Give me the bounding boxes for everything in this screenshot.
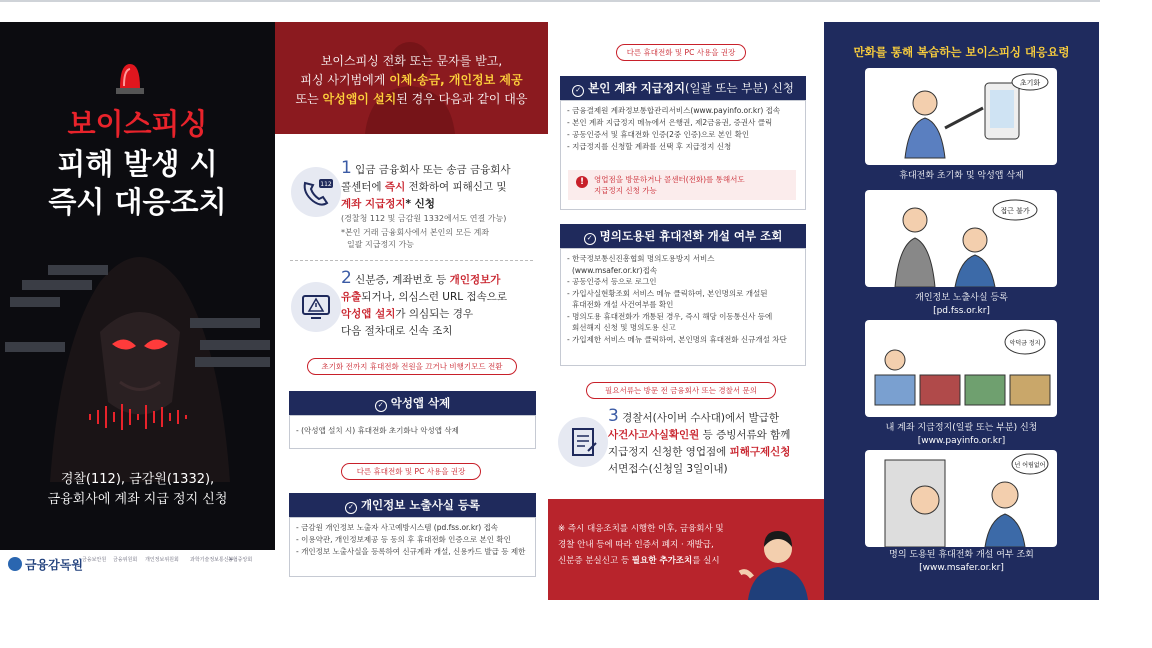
officer-illustration	[738, 521, 818, 600]
top-divider	[0, 0, 1100, 2]
malware-delete-box: - (악성앱 설치 시) 휴대전화 초기화나 악성앱 삭제	[289, 415, 536, 449]
cover-title-line3: 즉시 대응조치	[48, 185, 227, 219]
step2-line2: 유출되거나, 의심스런 URL 접속으로	[341, 291, 508, 303]
identity-theft-item: - 가입사실현황조회 서비스 메뉴 클릭하여, 본인명의로 개설된	[567, 288, 768, 298]
background-ticket	[200, 340, 270, 350]
step2-line3: 악성앱 설치가 의심되는 경우	[341, 308, 474, 320]
step1-note1: (경찰청 112 및 금감원 1332에서도 연결 가능)	[341, 214, 507, 223]
step3-line3: 지급정지 신청한 영업점에 피해구제신청	[608, 446, 791, 458]
cover-title-line1: 보이스피싱	[67, 107, 208, 141]
identity-theft-box	[560, 248, 806, 366]
check-icon: ✓	[584, 233, 596, 245]
step1-note2: *본인 거래 금융회사에서 본인의 모든 계좌	[341, 228, 490, 237]
svg-text:112: 112	[320, 181, 332, 188]
comic-caption: 명의 도용된 휴대전화 개설 여부 조회 [www.msafer.or.kr]	[889, 550, 1034, 573]
svg-text:넌 어림없어: 넌 어림없어	[1014, 462, 1046, 469]
required-docs-pill: 필요서류는 방문 전 금융회사 또는 경찰서 문의	[586, 382, 776, 399]
cover-panel	[0, 22, 275, 600]
intro-text	[275, 52, 548, 109]
warning-line2: 지급정지 신청 가능	[594, 186, 657, 195]
step1-line2: 콜센터에 즉시 전화하여 피해신고 및	[341, 181, 507, 193]
branch-visit-warning	[568, 170, 796, 200]
hacker-illustration	[40, 222, 240, 482]
intro-line3: 또는 악성앱이 설치된 경우 다음과 같이 대응	[295, 92, 528, 106]
additional-measures-footer	[548, 499, 824, 600]
identity-theft-item: - 가입제한 서비스 메뉴 클릭하여, 본인명의 휴대전화 신규개설 차단	[567, 334, 787, 344]
procedure-panel-right	[548, 22, 824, 600]
agency-logos	[0, 550, 275, 600]
comic-factory-reset	[865, 68, 1057, 165]
comic-caption: 휴대전화 초기화 및 악성앱 삭제	[899, 171, 1024, 181]
step1-note3: 일괄 지급정지 가능	[347, 240, 414, 249]
logo-text: 개인정보위원회	[145, 557, 179, 563]
malware-delete-bar: ✓ 악성앱 삭제	[289, 391, 536, 415]
cover-bottom-line1: 경찰(112), 금감원(1332),	[60, 472, 215, 487]
background-ticket	[10, 297, 60, 307]
fss-logo: 금융감독원	[8, 556, 83, 573]
step3-line2: 사건사고사실확인원 등 증빙서류와 함께	[608, 429, 791, 441]
footer-text	[558, 521, 743, 569]
warning-line1: 영업점을 방문하거나 콜센터(전화)를 통해서도	[594, 175, 745, 184]
comic-caption: 개인정보 노출사실 등록 [pd.fss.or.kr]	[915, 293, 1008, 316]
account-suspend-item: - 금융결제원 계좌정보통합관리서비스(www.payinfo.or.kr) 접속	[567, 106, 781, 115]
step1-line3: 계좌 지급정지* 신청	[341, 198, 435, 210]
power-off-pill: 초기화 전까지 휴대전화 전원을 끄거나 비행기모드 전환	[307, 358, 517, 375]
svg-text:접근 불가: 접근 불가	[1000, 207, 1030, 215]
comic-account-suspend	[865, 320, 1057, 417]
background-ticket	[48, 265, 108, 275]
background-ticket	[22, 280, 92, 290]
personal-info-item: - 개인정보 노출사실을 등록하여 신규계좌 개설, 신용카드 발급 등 제한	[296, 547, 526, 556]
identity-theft-check-bar: ✓ 명의도용된 휴대전화 개설 여부 조회	[560, 224, 806, 248]
logo-text: 금융보안원	[82, 557, 107, 563]
logo-text: 농협중앙회	[228, 557, 253, 563]
step1-text	[341, 160, 546, 251]
logo-text: 금융위원회	[113, 557, 138, 563]
document-icon	[558, 417, 608, 467]
account-suspend-bar: ✓ 본인 계좌 지급정지(일괄 또는 부분) 신청	[560, 76, 806, 100]
intro-header	[275, 22, 548, 134]
comic-phone-check	[865, 450, 1057, 547]
background-ticket	[195, 357, 270, 367]
comic-caption: 내 계좌 지급정지(일괄 또는 부분) 신청 [www.payinfo.or.kr]	[885, 423, 1038, 446]
svg-text:초기화: 초기화	[1019, 79, 1041, 87]
phone-call-icon	[291, 167, 341, 217]
identity-theft-item: - 한국정보통신진흥협회 명의도용방지 서비스	[567, 254, 715, 263]
identity-theft-item: (www.msafer.or.kr)접속	[572, 265, 658, 275]
footer-line2: 경찰 안내 등에 따라 인증서 폐지 · 재발급,	[558, 540, 714, 550]
alert-icon: !	[576, 176, 588, 188]
step3-line1: 3 경찰서(사이버 수사대)에서 발급한	[608, 406, 780, 426]
account-suspend-item: - 지급정지를 신청할 계좌를 선택 후 지급정지 신청	[567, 142, 732, 151]
svg-text:악덕금 정지: 악덕금 정지	[1009, 340, 1041, 347]
step1-line1: 1 입금 금융회사 또는 송금 금융회사	[341, 158, 511, 178]
check-icon: ✓	[572, 85, 584, 97]
warning-monitor-icon	[291, 282, 341, 332]
identity-theft-item: 회선해지 신청 및 명의도용 신고	[572, 323, 676, 332]
identity-theft-item: - 명의도용 휴대전화가 개통된 경우, 즉시 해당 이동통신사 등에	[567, 311, 773, 321]
step3-line4: 서면접수(신청일 3일이내)	[608, 463, 728, 475]
comic-review-panel	[824, 22, 1099, 600]
footer-line3: 신분증 분실신고 등 필요한 추가조치를 실시	[558, 556, 720, 566]
divider	[290, 260, 533, 261]
step2-line4: 다음 절차대로 신속 조치	[341, 325, 453, 337]
cover-title-line2: 피해 발생 시	[57, 147, 218, 181]
step2-line1: 2 신분증, 계좌번호 등 개인정보가	[341, 268, 501, 288]
cover-bottom-line2: 금융회사에 계좌 지급 정지 신청	[47, 492, 228, 507]
personal-info-item: - 금감원 개인정보 노출자 사고예방시스템 (pd.fss.or.kr) 접속	[296, 523, 499, 532]
comic-title: 만화를 통해 복습하는 보이스피싱 대응요령	[853, 45, 1070, 59]
procedure-panel-left	[275, 22, 548, 600]
cover-bottom-text	[0, 470, 275, 510]
check-icon: ✓	[375, 400, 387, 412]
other-device-pill: 다른 휴대전화 및 PC 사용을 권장	[341, 463, 481, 480]
account-suspend-item: - 공동인증서 및 휴대전화 인증(2중 인증)으로 본인 확인	[567, 130, 750, 139]
step3-text	[608, 408, 823, 478]
step2-text	[341, 270, 546, 340]
personal-info-bar: ✓ 개인정보 노출사실 등록	[289, 493, 536, 517]
comic-info-registration	[865, 190, 1057, 287]
background-ticket	[190, 318, 260, 328]
identity-theft-item: - 공동인증서 등으로 로그인	[567, 277, 657, 286]
check-icon: ✓	[345, 502, 357, 514]
intro-line1: 보이스피싱 전화 또는 문자를 받고,	[320, 54, 503, 68]
personal-info-item: - 이용약관, 개인정보제공 등 동의 후 휴대전화 인증으로 본인 확인	[296, 535, 511, 544]
identity-theft-item: 휴대전화 개설 사건여부를 확인	[572, 300, 674, 309]
footer-line1: ※ 즉시 대응조치를 시행한 이후, 금융회사 및	[558, 524, 724, 534]
account-suspend-item: - 본인 계좌 지급정지 메뉴에서 은행권, 제2금융권, 증권사 클릭	[567, 118, 773, 127]
background-ticket	[5, 342, 65, 352]
soundwave-icon	[80, 402, 200, 432]
logo-text: 과학기술정보통신부	[190, 557, 234, 563]
siren-icon	[112, 56, 148, 96]
other-device-pill: 다른 휴대전화 및 PC 사용을 권장	[616, 44, 746, 61]
intro-line2: 피싱 사기범에게 이체·송금, 개인정보 제공	[300, 73, 523, 87]
personal-info-box	[289, 517, 536, 577]
